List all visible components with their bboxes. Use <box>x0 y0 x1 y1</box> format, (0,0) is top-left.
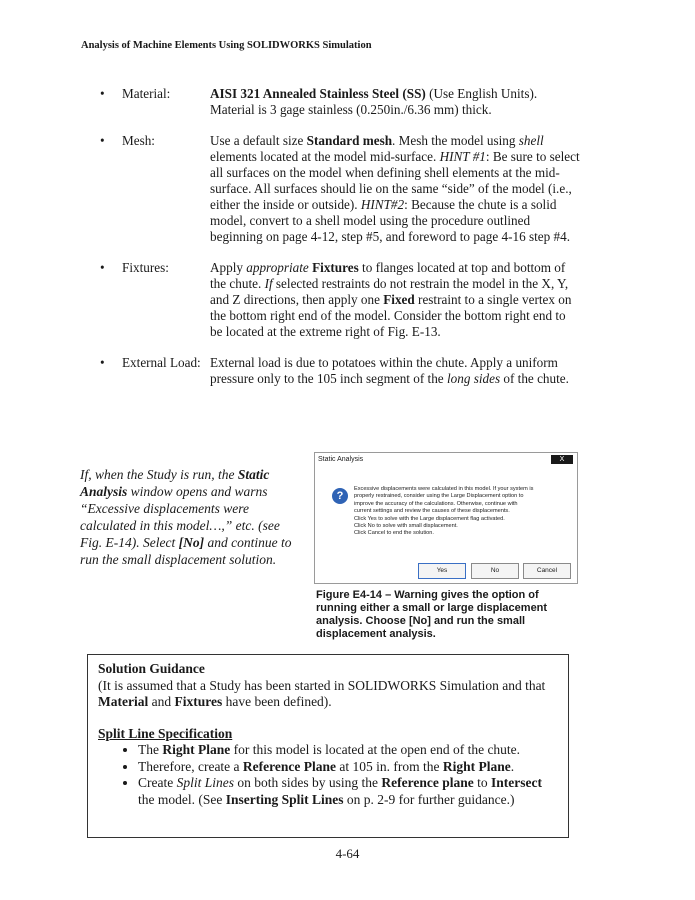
running-header: Analysis of Machine Elements Using SOLIDWORKS Simulation <box>81 40 372 51</box>
no-button[interactable]: No <box>471 563 519 579</box>
external-load-text: External load is due to potatoes within the chute. Apply a uniform pressure only to the 105 inch segment of the long sides of the chute. <box>210 355 569 386</box>
yes-button[interactable]: Yes <box>418 563 466 579</box>
list-item: • Create Split Lines on both sides by using the Reference plane to Intersect the model. (See Inserting Split Lines on p. 2-9 for further guidance.) <box>138 775 558 808</box>
figure-caption: Figure E4-14 – Warning gives the option of running either a small or large displacement analysis. Choose [No] and run the small displacement analysis. <box>316 589 548 640</box>
item-label: Material: <box>122 86 171 101</box>
material-name: AISI 321 Annealed Stainless Steel (SS) <box>210 86 426 101</box>
side-note: If, when the Study is run, the Static Analysis window opens and warns “Excessive displacements were calculated in this model…,” etc. (see Fig. E-14). Select [No] and continue to run the small displacement solution. <box>80 467 292 567</box>
material-thickness: Material is 3 gage stainless (0.250in./6.36 mm) thick. <box>210 102 492 117</box>
dialog-message: Excessive displacements were calculated in this model. If your system is properly restrained, consider using the Large Displacement option to improve the accuracy of the calculations. Otherwise, continue with current settings and review the causes of these displacements. Click Yes to solve with the Large displacement flag activated. Click No to solve with small displacement. Click Cancel to end the solution. <box>354 486 534 537</box>
item-label: External Load: <box>122 355 201 370</box>
static-analysis-dialog <box>314 452 578 584</box>
external-load-item <box>100 355 580 387</box>
guidance-title: Solution Guidance <box>98 661 205 676</box>
material-item: • Material: AISI 321 Annealed Stainless Steel (SS) (Use English Units). Material is 3 gage stainless (0.250in./6.36 mm) thick. <box>100 86 580 118</box>
mesh-item <box>100 133 580 245</box>
fixtures-text: Apply appropriate Fixtures to flanges located at top and bottom of the chute. If selected restraints do not restrain the model in the X, Y, and Z directions, then apply one Fixed restraint to a single vertex on the bottom right end of the model. Consider the bottom right end to be located at the extreme right of Fig. E-13. <box>210 260 572 339</box>
solution-guidance-box <box>87 654 569 838</box>
bullet-icon: • <box>100 260 105 275</box>
fixtures-item <box>100 260 580 340</box>
mesh-text: Use a default size Standard mesh. Mesh the model using shell elements located at the model mid-surface. HINT #1: Be sure to select all surfaces on the model when defining shell elements at the mid-surface. All surfaces should lie on the same “side” of the model (i.e., either the inside or outside). HINT#2: Because the chute is a solid model, convert to a shell model using the procedure outlined beginning on page 4-12, step #5, and foreword to page 4-16 step #4. <box>210 133 580 244</box>
list-item: • The Right Plane for this model is located at the open end of the chute. <box>138 742 558 759</box>
question-icon: ? <box>332 488 348 504</box>
item-label: Mesh: <box>122 133 155 148</box>
bullet-icon: • <box>100 86 105 101</box>
bullet-icon: • <box>100 133 105 148</box>
close-button[interactable]: X <box>551 455 573 464</box>
split-line-steps <box>98 742 558 808</box>
guidance-intro: (It is assumed that a Study has been started in SOLIDWORKS Simulation and that Material and Fixtures have been defined). <box>98 677 546 709</box>
requirements-list <box>100 86 580 402</box>
dialog-title: Static Analysis <box>318 456 364 463</box>
bullet-icon: • <box>100 355 105 370</box>
page-number: 4-64 <box>335 846 360 861</box>
list-item: • Therefore, create a Reference Plane at 105 in. from the Right Plane. <box>138 759 558 776</box>
split-line-title: Split Line Specification <box>98 725 233 741</box>
cancel-button[interactable]: Cancel <box>523 563 571 579</box>
item-label: Fixtures: <box>122 260 169 275</box>
